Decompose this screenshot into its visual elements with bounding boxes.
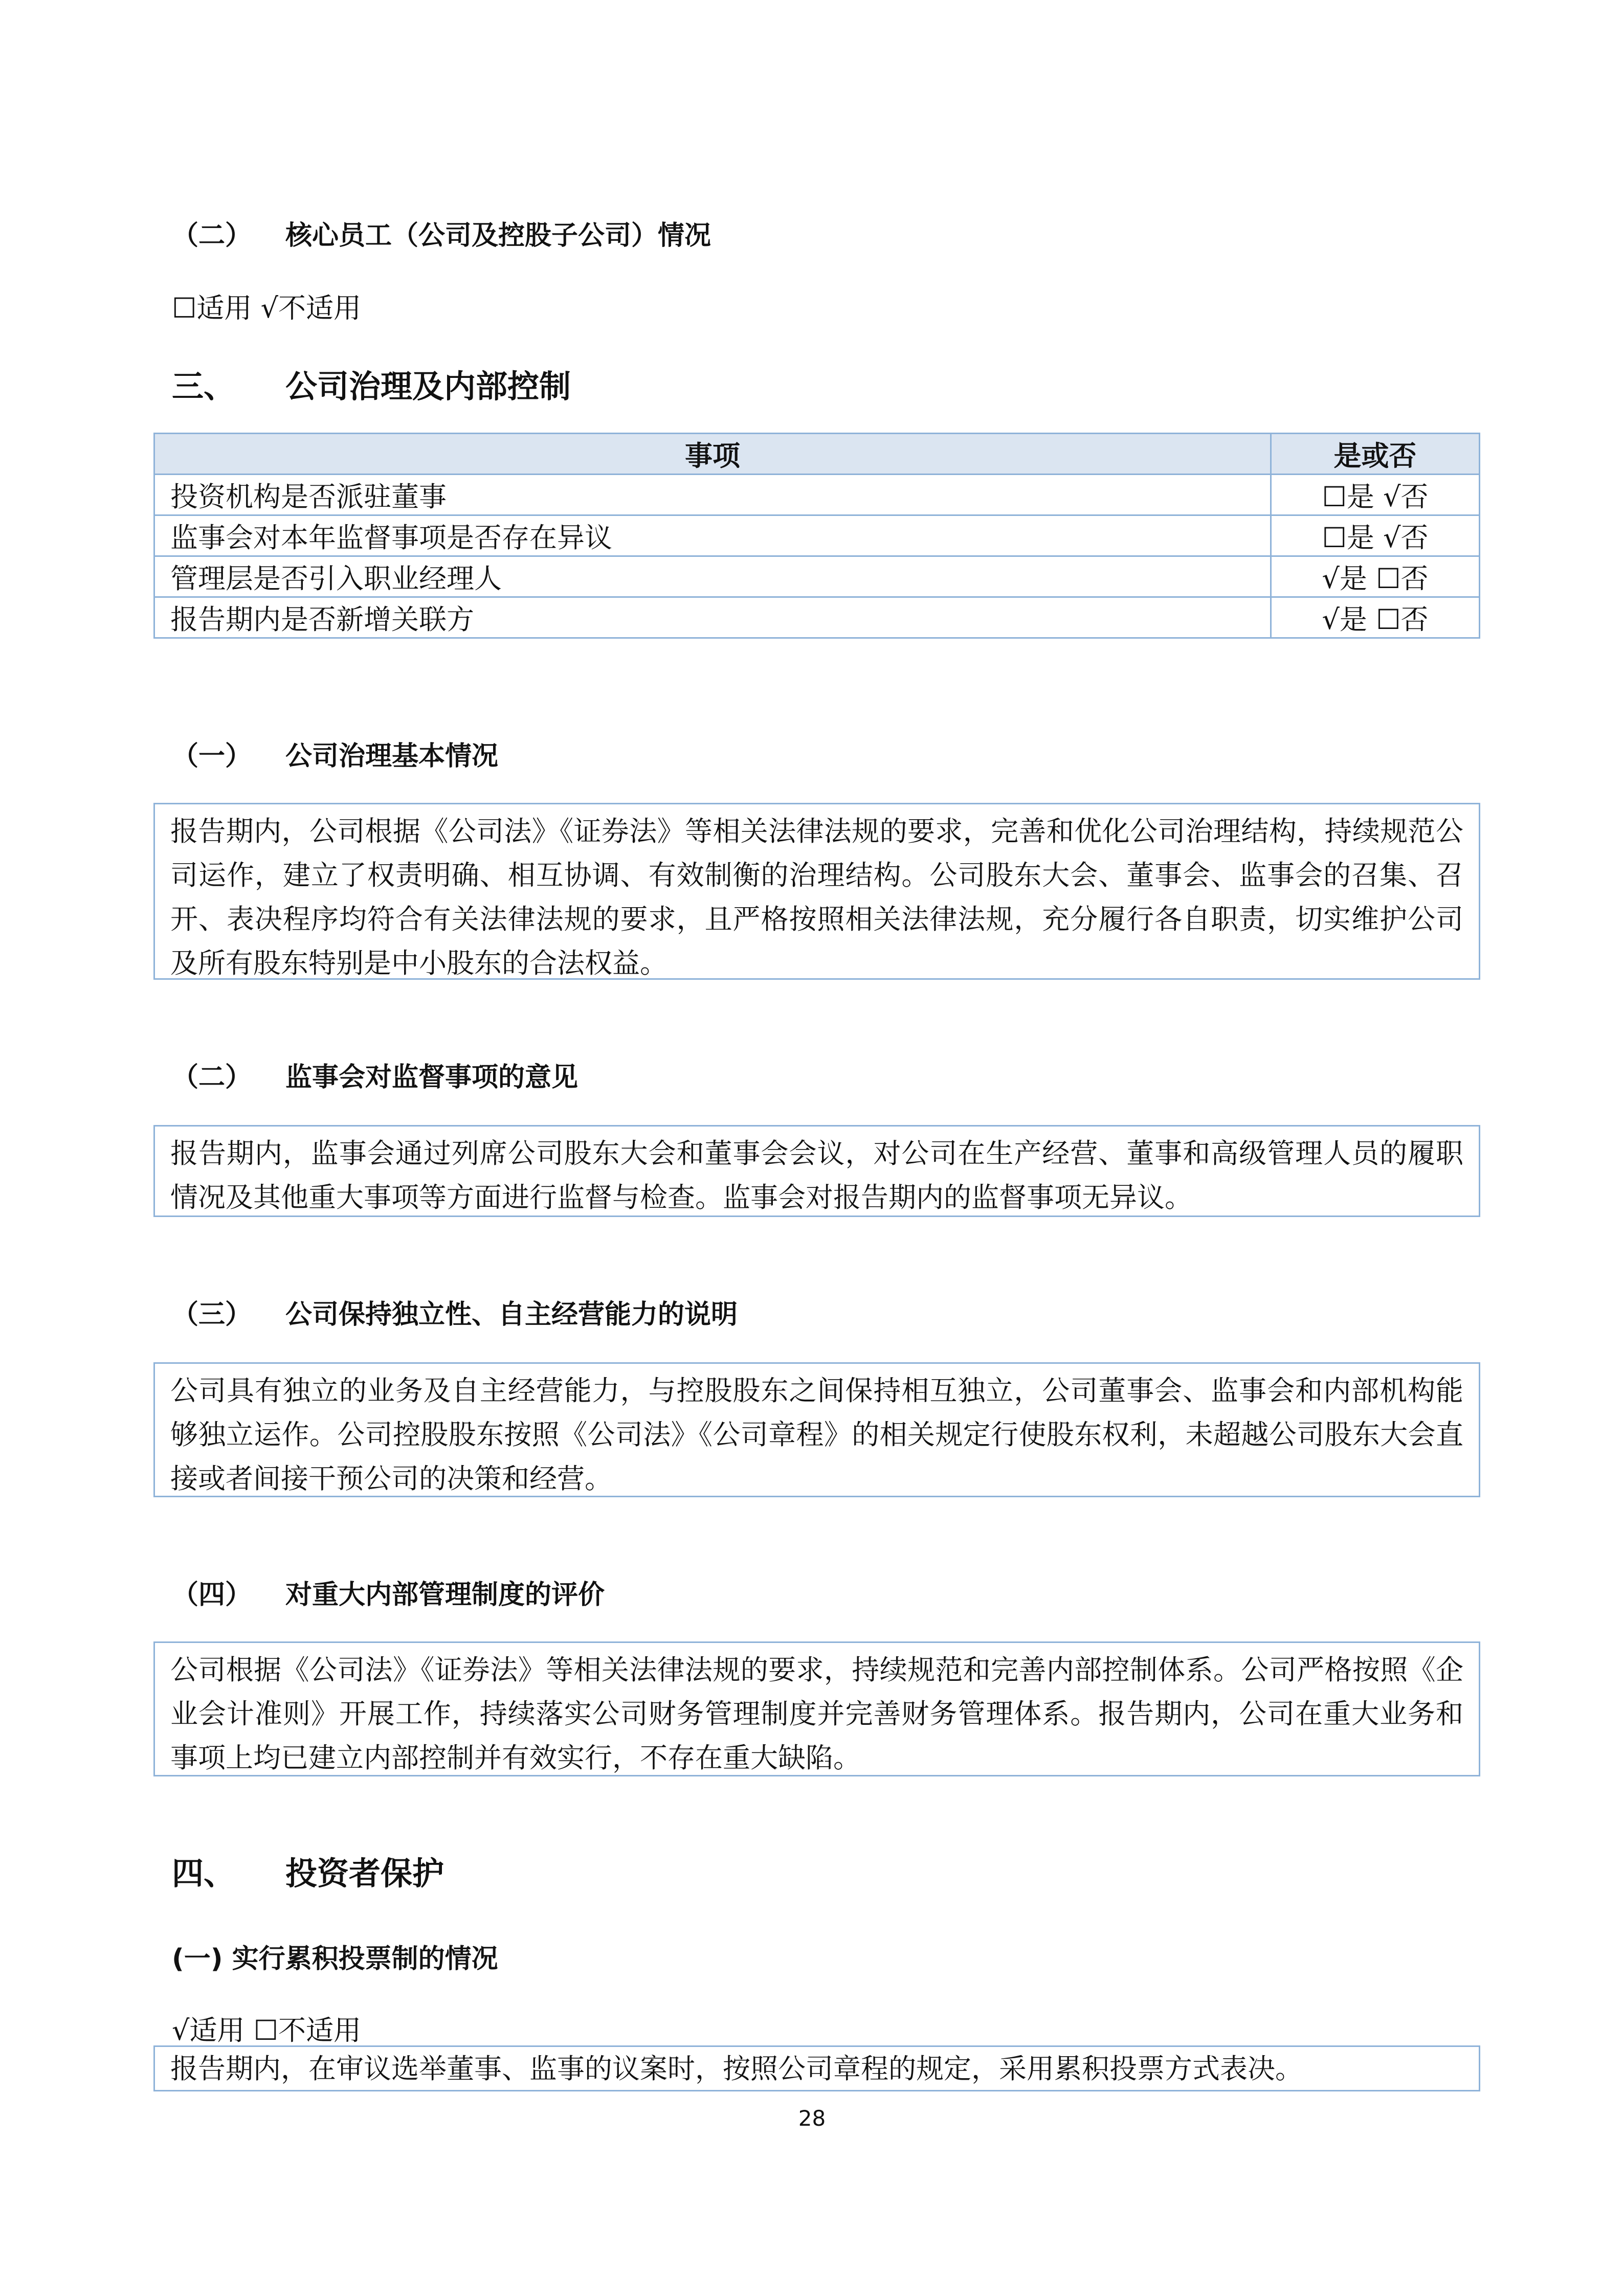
- section-title: 核心员工（公司及控股子公司）情况: [285, 220, 711, 251]
- investor-heading: [172, 1848, 444, 1894]
- cumulative-heading: (一) 实行累积投票制的情况: [172, 1944, 498, 1974]
- table-row: [154, 597, 1480, 638]
- cumulative-applicability: √适用 ☐不适用: [172, 2014, 361, 2046]
- basic-heading: [172, 734, 498, 773]
- section-number: （二）: [172, 1062, 252, 1093]
- independence-text-box: 公司具有独立的业务及自主经营能力，与控股股东之间保持相互独立，公司董事会、监事会和内部机构能够独立运作。公司控股股东按照《公司法》《公司章程》的相关规定行使股东权利，未超越公司股东大会直接或者间接干预公司的决策和经营。: [153, 1362, 1480, 1497]
- table-row: [154, 475, 1480, 515]
- row-item: 投资机构是否派驻董事: [154, 475, 1271, 515]
- independence-heading: [172, 1293, 738, 1331]
- section-title: 监事会对监督事项的意见: [285, 1062, 579, 1093]
- section-title: 投资者保护: [285, 1855, 444, 1892]
- row-value: ☐是 √否: [1271, 475, 1480, 515]
- internal-control-text-box: 公司根据《公司法》《证券法》等相关法律法规的要求，持续规范和完善内部控制体系。公司严格按照《企业会计准则》开展工作，持续落实公司财务管理制度并完善财务管理体系。报告期内，公司在重大业务和事项上均已建立内部控制并有效实行，不存在重大缺陷。: [153, 1641, 1480, 1776]
- page-number: 28: [798, 2106, 826, 2131]
- cumulative-text-box: 报告期内，在审议选举董事、监事的议案时，按照公司章程的规定，采用累积投票方式表决。: [153, 2045, 1480, 2091]
- section-number: （四）: [172, 1580, 252, 1610]
- row-item: 监事会对本年监督事项是否存在异议: [154, 515, 1271, 556]
- basic-text-box: 报告期内，公司根据《公司法》《证券法》等相关法律法规的要求，完善和优化公司治理结构，持续规范公司运作，建立了权责明确、相互协调、有效制衡的治理结构。公司股东大会、董事会、监事会的召集、召开、表决程序均符合有关法律法规的要求，且严格按照相关法律法规，充分履行各自职责，切实维护公司及所有股东特别是中小股东的合法权益。: [153, 803, 1480, 980]
- row-value: √是 ☐否: [1271, 597, 1480, 638]
- header-value: 是或否: [1271, 434, 1480, 475]
- row-item: 管理层是否引入职业经理人: [154, 556, 1271, 597]
- section-number: （二）: [172, 220, 252, 251]
- row-value: √是 ☐否: [1271, 556, 1480, 597]
- section-title: 公司治理基本情况: [285, 741, 499, 772]
- section-number: （一）: [172, 741, 252, 772]
- governance-heading: [172, 361, 571, 407]
- section-title: 公司保持独立性、自主经营能力的说明: [285, 1299, 738, 1330]
- table-header-row: [154, 434, 1480, 475]
- core-staff-heading: [172, 214, 711, 252]
- row-value: ☐是 √否: [1271, 515, 1480, 556]
- section-number: （三）: [172, 1299, 252, 1330]
- table-row: [154, 556, 1480, 597]
- internal-control-heading: [172, 1573, 605, 1611]
- section-number: 四、: [172, 1855, 236, 1892]
- section-number: 三、: [172, 368, 236, 405]
- supervisory-heading: [172, 1055, 578, 1094]
- header-item: 事项: [154, 434, 1271, 475]
- governance-table: [153, 433, 1480, 639]
- section-title: 对重大内部管理制度的评价: [285, 1580, 605, 1610]
- core-staff-applicability: ☐适用 √不适用: [172, 292, 361, 324]
- table-row: [154, 515, 1480, 556]
- row-item: 报告期内是否新增关联方: [154, 597, 1271, 638]
- section-title: 公司治理及内部控制: [285, 368, 571, 405]
- supervisory-text-box: 报告期内，监事会通过列席公司股东大会和董事会会议，对公司在生产经营、董事和高级管理人员的履职情况及其他重大事项等方面进行监督与检查。监事会对报告期内的监督事项无异议。: [153, 1125, 1480, 1217]
